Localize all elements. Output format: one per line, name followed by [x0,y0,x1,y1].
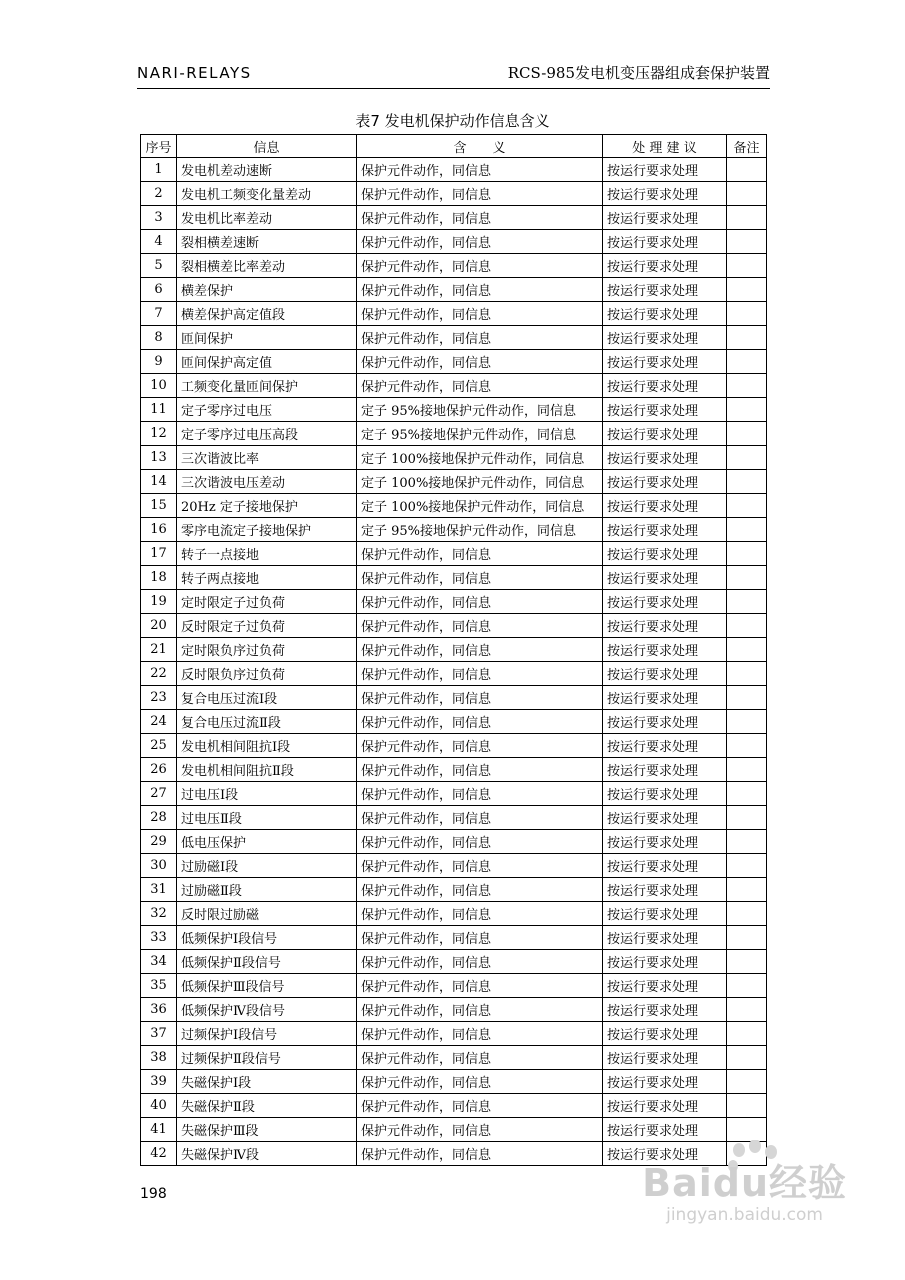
cell-index: 32 [141,902,177,926]
table-row [141,566,767,590]
cell-index: 27 [141,782,177,806]
cell-info: 失磁保护Ⅲ段 [177,1118,357,1142]
cell-suggestion: 按运行要求处理 [603,206,727,230]
cell-remark [727,350,767,374]
cell-remark [727,374,767,398]
cell-info: 低频保护Ⅳ段信号 [177,998,357,1022]
table-row [141,686,767,710]
cell-suggestion: 按运行要求处理 [603,1094,727,1118]
cell-remark [727,470,767,494]
cell-meaning: 保护元件动作，同信息 [357,590,603,614]
table-row [141,854,767,878]
cell-index: 24 [141,710,177,734]
cell-suggestion: 按运行要求处理 [603,878,727,902]
table-caption: 表7 发电机保护动作信息含义 [355,112,550,130]
cell-info: 复合电压过流Ⅱ段 [177,710,357,734]
table-header-row [141,135,767,158]
cell-remark [727,902,767,926]
cell-suggestion: 按运行要求处理 [603,854,727,878]
cell-meaning: 保护元件动作，同信息 [357,878,603,902]
cell-suggestion: 按运行要求处理 [603,974,727,998]
header-rule [137,88,770,89]
cell-remark [727,254,767,278]
header-brand: NARI-RELAYS [137,64,252,82]
cell-meaning: 保护元件动作，同信息 [357,542,603,566]
protection-info-table [140,134,767,1166]
cell-remark [727,206,767,230]
cell-index: 40 [141,1094,177,1118]
cell-remark [727,1022,767,1046]
table-row [141,734,767,758]
cell-index: 34 [141,950,177,974]
table-row [141,518,767,542]
cell-index: 20 [141,614,177,638]
cell-remark [727,1118,767,1142]
cell-info: 零序电流定子接地保护 [177,518,357,542]
cell-meaning: 保护元件动作，同信息 [357,614,603,638]
cell-suggestion: 按运行要求处理 [603,158,727,182]
cell-suggestion: 按运行要求处理 [603,734,727,758]
cell-info: 复合电压过流Ⅰ段 [177,686,357,710]
cell-meaning: 保护元件动作，同信息 [357,1118,603,1142]
cell-meaning: 定子 100%接地保护元件动作，同信息 [357,470,603,494]
table-row [141,158,767,182]
cell-meaning: 保护元件动作，同信息 [357,662,603,686]
cell-info: 过电压Ⅰ段 [177,782,357,806]
cell-suggestion: 按运行要求处理 [603,566,727,590]
cell-meaning: 定子 95%接地保护元件动作，同信息 [357,398,603,422]
cell-suggestion: 按运行要求处理 [603,278,727,302]
cell-index: 25 [141,734,177,758]
cell-suggestion: 按运行要求处理 [603,1118,727,1142]
cell-meaning: 保护元件动作，同信息 [357,806,603,830]
table-row [141,710,767,734]
cell-index: 16 [141,518,177,542]
cell-remark [727,542,767,566]
cell-remark [727,710,767,734]
cell-remark [727,806,767,830]
cell-meaning: 保护元件动作，同信息 [357,782,603,806]
cell-index: 29 [141,830,177,854]
cell-suggestion: 按运行要求处理 [603,806,727,830]
col-header-index: 序号 [141,135,177,158]
cell-meaning: 保护元件动作，同信息 [357,686,603,710]
cell-meaning: 保护元件动作，同信息 [357,1094,603,1118]
cell-remark [727,278,767,302]
cell-index: 15 [141,494,177,518]
cell-info: 低频保护Ⅱ段信号 [177,950,357,974]
table-row [141,878,767,902]
cell-info: 定子零序过电压 [177,398,357,422]
header-product-title: RCS-985发电机变压器组成套保护装置 [507,64,770,82]
cell-index: 4 [141,230,177,254]
cell-info: 反时限负序过负荷 [177,662,357,686]
watermark-url: jingyan.baidu.com [666,1205,823,1225]
table-row [141,926,767,950]
cell-info: 匝间保护高定值 [177,350,357,374]
table-row [141,398,767,422]
cell-meaning: 定子 95%接地保护元件动作，同信息 [357,422,603,446]
cell-remark [727,926,767,950]
cell-suggestion: 按运行要求处理 [603,1142,727,1166]
cell-index: 23 [141,686,177,710]
table-row [141,254,767,278]
cell-suggestion: 按运行要求处理 [603,494,727,518]
cell-index: 37 [141,1022,177,1046]
cell-meaning: 保护元件动作，同信息 [357,1046,603,1070]
cell-info: 工频变化量匝间保护 [177,374,357,398]
col-header-suggestion: 处 理 建 议 [603,135,727,158]
cell-meaning: 保护元件动作，同信息 [357,566,603,590]
cell-remark [727,614,767,638]
cell-index: 12 [141,422,177,446]
cell-info: 反时限过励磁 [177,902,357,926]
cell-remark [727,1070,767,1094]
cell-index: 30 [141,854,177,878]
table-row [141,830,767,854]
cell-meaning: 保护元件动作，同信息 [357,254,603,278]
cell-remark [727,566,767,590]
table-row [141,974,767,998]
cell-index: 9 [141,350,177,374]
cell-remark [727,662,767,686]
cell-remark [727,974,767,998]
table-row [141,350,767,374]
table-row [141,422,767,446]
cell-index: 6 [141,278,177,302]
cell-suggestion: 按运行要求处理 [603,638,727,662]
cell-info: 发电机比率差动 [177,206,357,230]
cell-meaning: 保护元件动作，同信息 [357,302,603,326]
cell-info: 低电压保护 [177,830,357,854]
table-row [141,278,767,302]
cell-suggestion: 按运行要求处理 [603,998,727,1022]
cell-remark [727,446,767,470]
cell-suggestion: 按运行要求处理 [603,254,727,278]
cell-index: 17 [141,542,177,566]
table-row [141,302,767,326]
cell-suggestion: 按运行要求处理 [603,614,727,638]
cell-suggestion: 按运行要求处理 [603,782,727,806]
cell-remark [727,422,767,446]
cell-index: 10 [141,374,177,398]
cell-remark [727,326,767,350]
cell-meaning: 定子 100%接地保护元件动作，同信息 [357,494,603,518]
cell-index: 7 [141,302,177,326]
cell-remark [727,998,767,1022]
cell-meaning: 保护元件动作，同信息 [357,1022,603,1046]
cell-suggestion: 按运行要求处理 [603,902,727,926]
cell-meaning: 保护元件动作，同信息 [357,278,603,302]
cell-info: 定时限负序过负荷 [177,638,357,662]
cell-info: 反时限定子过负荷 [177,614,357,638]
table-row [141,614,767,638]
cell-info: 三次谐波电压差动 [177,470,357,494]
table-body [141,158,767,1166]
cell-suggestion: 按运行要求处理 [603,326,727,350]
cell-info: 失磁保护Ⅱ段 [177,1094,357,1118]
cell-suggestion: 按运行要求处理 [603,662,727,686]
cell-info: 过励磁Ⅰ段 [177,854,357,878]
table-row [141,806,767,830]
cell-index: 39 [141,1070,177,1094]
cell-meaning: 定子 100%接地保护元件动作，同信息 [357,446,603,470]
cell-index: 28 [141,806,177,830]
cell-suggestion: 按运行要求处理 [603,1046,727,1070]
cell-suggestion: 按运行要求处理 [603,422,727,446]
cell-index: 38 [141,1046,177,1070]
cell-info: 转子一点接地 [177,542,357,566]
cell-suggestion: 按运行要求处理 [603,350,727,374]
cell-remark [727,758,767,782]
cell-info: 转子两点接地 [177,566,357,590]
cell-meaning: 保护元件动作，同信息 [357,926,603,950]
cell-info: 三次谐波比率 [177,446,357,470]
cell-index: 22 [141,662,177,686]
cell-index: 42 [141,1142,177,1166]
cell-info: 低频保护Ⅰ段信号 [177,926,357,950]
cell-info: 低频保护Ⅲ段信号 [177,974,357,998]
cell-remark [727,590,767,614]
cell-meaning: 保护元件动作，同信息 [357,206,603,230]
cell-remark [727,950,767,974]
cell-remark [727,1094,767,1118]
cell-info: 横差保护高定值段 [177,302,357,326]
cell-remark [727,230,767,254]
cell-info: 发电机差动速断 [177,158,357,182]
watermark-logo: Baidu经验 [642,1161,847,1205]
table-row [141,662,767,686]
cell-suggestion: 按运行要求处理 [603,830,727,854]
cell-suggestion: 按运行要求处理 [603,1070,727,1094]
cell-suggestion: 按运行要求处理 [603,302,727,326]
cell-index: 1 [141,158,177,182]
cell-remark [727,854,767,878]
col-header-remark: 备注 [727,135,767,158]
cell-info: 定时限定子过负荷 [177,590,357,614]
cell-suggestion: 按运行要求处理 [603,518,727,542]
cell-info: 失磁保护Ⅰ段 [177,1070,357,1094]
cell-suggestion: 按运行要求处理 [603,686,727,710]
table-row [141,182,767,206]
cell-remark [727,782,767,806]
cell-meaning: 保护元件动作，同信息 [357,854,603,878]
col-header-meaning: 含 义 [357,135,603,158]
cell-meaning: 定子 95%接地保护元件动作，同信息 [357,518,603,542]
cell-suggestion: 按运行要求处理 [603,590,727,614]
table-row [141,374,767,398]
cell-info: 定子零序过电压高段 [177,422,357,446]
cell-index: 14 [141,470,177,494]
table-row [141,446,767,470]
cell-meaning: 保护元件动作，同信息 [357,710,603,734]
table-row [141,902,767,926]
table-row [141,1046,767,1070]
table-row [141,1094,767,1118]
cell-remark [727,182,767,206]
col-header-info: 信息 [177,135,357,158]
cell-meaning: 保护元件动作，同信息 [357,326,603,350]
cell-meaning: 保护元件动作，同信息 [357,998,603,1022]
table-row [141,470,767,494]
cell-meaning: 保护元件动作，同信息 [357,158,603,182]
cell-info: 匝间保护 [177,326,357,350]
cell-suggestion: 按运行要求处理 [603,182,727,206]
table-row [141,206,767,230]
cell-info: 裂相横差比率差动 [177,254,357,278]
cell-remark [727,734,767,758]
cell-info: 过电压Ⅱ段 [177,806,357,830]
cell-index: 2 [141,182,177,206]
cell-index: 5 [141,254,177,278]
cell-index: 21 [141,638,177,662]
cell-meaning: 保护元件动作，同信息 [357,830,603,854]
cell-meaning: 保护元件动作，同信息 [357,950,603,974]
cell-remark [727,398,767,422]
cell-index: 36 [141,998,177,1022]
cell-info: 发电机相间阻抗Ⅱ段 [177,758,357,782]
cell-info: 失磁保护Ⅳ段 [177,1142,357,1166]
cell-remark [727,830,767,854]
cell-meaning: 保护元件动作，同信息 [357,758,603,782]
cell-suggestion: 按运行要求处理 [603,1022,727,1046]
cell-meaning: 保护元件动作，同信息 [357,1142,603,1166]
cell-suggestion: 按运行要求处理 [603,710,727,734]
cell-remark [727,158,767,182]
cell-info: 裂相横差速断 [177,230,357,254]
cell-meaning: 保护元件动作，同信息 [357,974,603,998]
cell-suggestion: 按运行要求处理 [603,542,727,566]
table-row [141,782,767,806]
cell-meaning: 保护元件动作，同信息 [357,734,603,758]
cell-info: 横差保护 [177,278,357,302]
cell-info: 过励磁Ⅱ段 [177,878,357,902]
cell-suggestion: 按运行要求处理 [603,470,727,494]
cell-index: 11 [141,398,177,422]
cell-index: 41 [141,1118,177,1142]
cell-suggestion: 按运行要求处理 [603,398,727,422]
cell-index: 3 [141,206,177,230]
table-row [141,1022,767,1046]
cell-remark [727,302,767,326]
cell-index: 35 [141,974,177,998]
table-row [141,542,767,566]
cell-info: 20Hz 定子接地保护 [177,494,357,518]
cell-index: 33 [141,926,177,950]
cell-meaning: 保护元件动作，同信息 [357,182,603,206]
cell-remark [727,878,767,902]
cell-suggestion: 按运行要求处理 [603,374,727,398]
cell-info: 发电机工频变化量差动 [177,182,357,206]
table-row [141,1070,767,1094]
table-row [141,590,767,614]
cell-suggestion: 按运行要求处理 [603,758,727,782]
cell-remark [727,1046,767,1070]
cell-suggestion: 按运行要求处理 [603,926,727,950]
table-row [141,494,767,518]
table-row [141,230,767,254]
table-row [141,998,767,1022]
cell-remark [727,686,767,710]
watermark [642,1152,847,1225]
cell-meaning: 保护元件动作，同信息 [357,1070,603,1094]
cell-meaning: 保护元件动作，同信息 [357,638,603,662]
table-row [141,758,767,782]
cell-index: 13 [141,446,177,470]
page-number: 198 [140,1186,167,1202]
cell-info: 发电机相间阻抗Ⅰ段 [177,734,357,758]
cell-suggestion: 按运行要求处理 [603,230,727,254]
cell-remark [727,518,767,542]
cell-info: 过频保护Ⅱ段信号 [177,1046,357,1070]
cell-index: 19 [141,590,177,614]
table-row [141,1118,767,1142]
cell-index: 31 [141,878,177,902]
cell-info: 过频保护Ⅰ段信号 [177,1022,357,1046]
cell-meaning: 保护元件动作，同信息 [357,230,603,254]
cell-remark [727,638,767,662]
cell-suggestion: 按运行要求处理 [603,950,727,974]
cell-index: 18 [141,566,177,590]
cell-suggestion: 按运行要求处理 [603,446,727,470]
cell-meaning: 保护元件动作，同信息 [357,902,603,926]
cell-meaning: 保护元件动作，同信息 [357,374,603,398]
table-row [141,950,767,974]
table-row [141,638,767,662]
cell-index: 8 [141,326,177,350]
cell-index: 26 [141,758,177,782]
cell-meaning: 保护元件动作，同信息 [357,350,603,374]
cell-remark [727,494,767,518]
table-row [141,326,767,350]
